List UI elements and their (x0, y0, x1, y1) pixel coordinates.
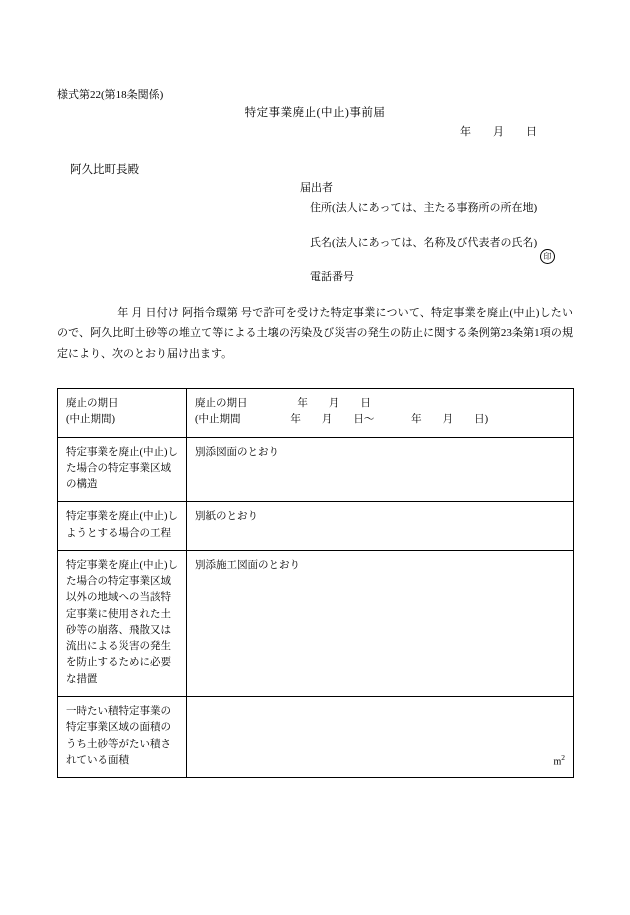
table-cell-label (58, 389, 187, 438)
table-row (58, 696, 574, 777)
table-row (58, 550, 574, 696)
seal-stamp-icon: 印 (540, 249, 555, 264)
submitter-block (300, 181, 333, 196)
table-cell-label: 特定事業を廃止(中止)しようとする場合の工程 (58, 502, 187, 551)
table-cell-label: 特定事業を廃止(中止)した場合の特定事業区域の構造 (58, 437, 187, 502)
table-cell-label: 一時たい積特定事業の特定事業区域の面積のうち土砂等がたい積されている面積 (58, 696, 187, 777)
table-cell-value: 別添図面のとおり (187, 437, 574, 502)
name-label: 氏名(法人にあっては、名称及び代表者の氏名) (310, 237, 538, 249)
row-value-line2: (中止期間 年 月 日～ 年 月 日) (195, 414, 489, 426)
table-row (58, 437, 574, 502)
table-cell-label: 特定事業を廃止(中止)した場合の特定事業区域以外の地域への当該特定事業に使用された土砂等の崩落、飛散又は流出による災害の発生を防止するために必要な措置 (58, 550, 187, 696)
address-label: 住所(法人にあっては、主たる事務所の所在地) (310, 202, 538, 214)
table-row (58, 502, 574, 551)
table-cell-value (187, 389, 574, 438)
table-cell-value: 別添施工図面のとおり (187, 550, 574, 696)
submitter-label: 届出者 (300, 182, 333, 194)
table-row (58, 389, 574, 438)
row-label-line2: (中止期間) (66, 414, 115, 426)
telephone-label: 電話番号 (310, 271, 354, 283)
row-value-line1: 廃止の期日 年 月 日 (195, 398, 371, 409)
row-label-line1: 廃止の期日 (66, 398, 119, 409)
addressee: 阿久比町長殿 (70, 164, 139, 176)
body-paragraph (57, 303, 573, 364)
unit-label: $m^2$ (553, 753, 565, 768)
form-number: 様式第22(第18条関係) (57, 89, 164, 101)
table-cell-value (187, 696, 574, 777)
page-title: 特定事業廃止(中止)事前届 (244, 107, 386, 119)
body-paragraph-text: 年 月 日付け 阿指令環第 号で許可を受けた特定事業について、特定事業を廃止(中止)したいので、阿久比町土砂等の堆立て等による土壌の汚染及び災害の発生の防止に関する条例第23条第1項の規定により、次のとおり届け出ます。 (57, 307, 573, 360)
table-cell-value: 別紙のとおり (187, 502, 574, 551)
details-table (57, 388, 574, 778)
date-line-text: 年 月 日 (460, 126, 537, 138)
